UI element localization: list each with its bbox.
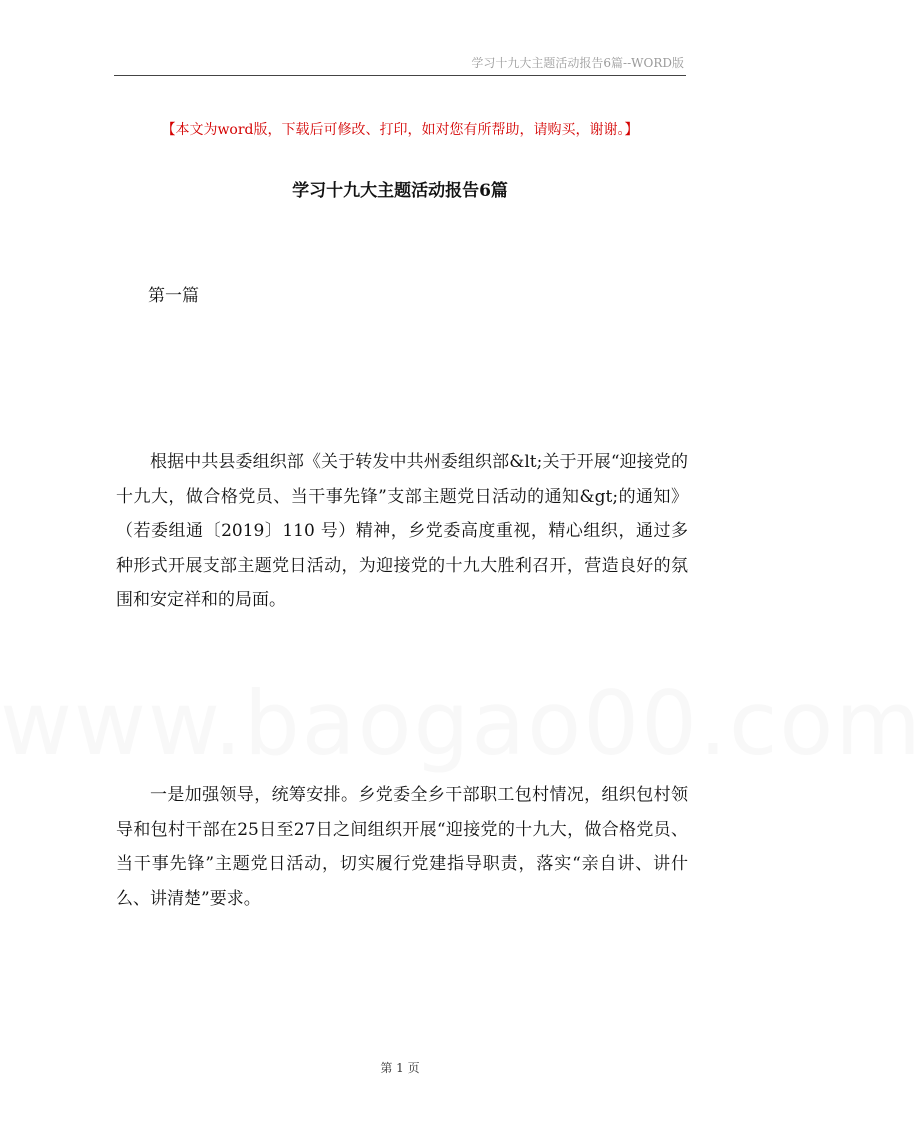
page-number: 第 1 页 bbox=[380, 1061, 420, 1075]
document-title: 学习十九大主题活动报告6篇 bbox=[292, 181, 508, 201]
download-notice: 【本文为word版，下载后可修改、打印，如对您有所帮助，请购买，谢谢。】 bbox=[161, 122, 639, 138]
header-divider bbox=[114, 75, 686, 76]
running-header: 学习十九大主题活动报告6篇--WORD版 bbox=[471, 56, 684, 70]
section-heading: 第一篇 bbox=[148, 286, 199, 306]
body-paragraph: 一是加强领导，统筹安排。乡党委全乡干部职工包村情况，组织包村领导和包村干部在25日至27日之间组织开展“迎接党的十九大，做合格党员、当干事先锋”主题党日活动，切实履行党建指导职责，落实“亲自讲、讲什么、讲清楚”要求。 bbox=[116, 785, 688, 909]
watermark: www.baogao00.com bbox=[0, 672, 923, 775]
body-paragraph: 根据中共县委组织部《关于转发中共州委组织部&lt;关于开展“迎接党的十九大，做合格党员、当干事先锋”支部主题党日活动的通知&gt;的通知》（若委组通〔2019〕110 号）精神，乡党委高度重视，精心组织，通过多种形式开展支部主题党日活动，为迎接党的十九大胜利召开，营造良好的氛围和安定祥和的局面。 bbox=[116, 452, 688, 610]
